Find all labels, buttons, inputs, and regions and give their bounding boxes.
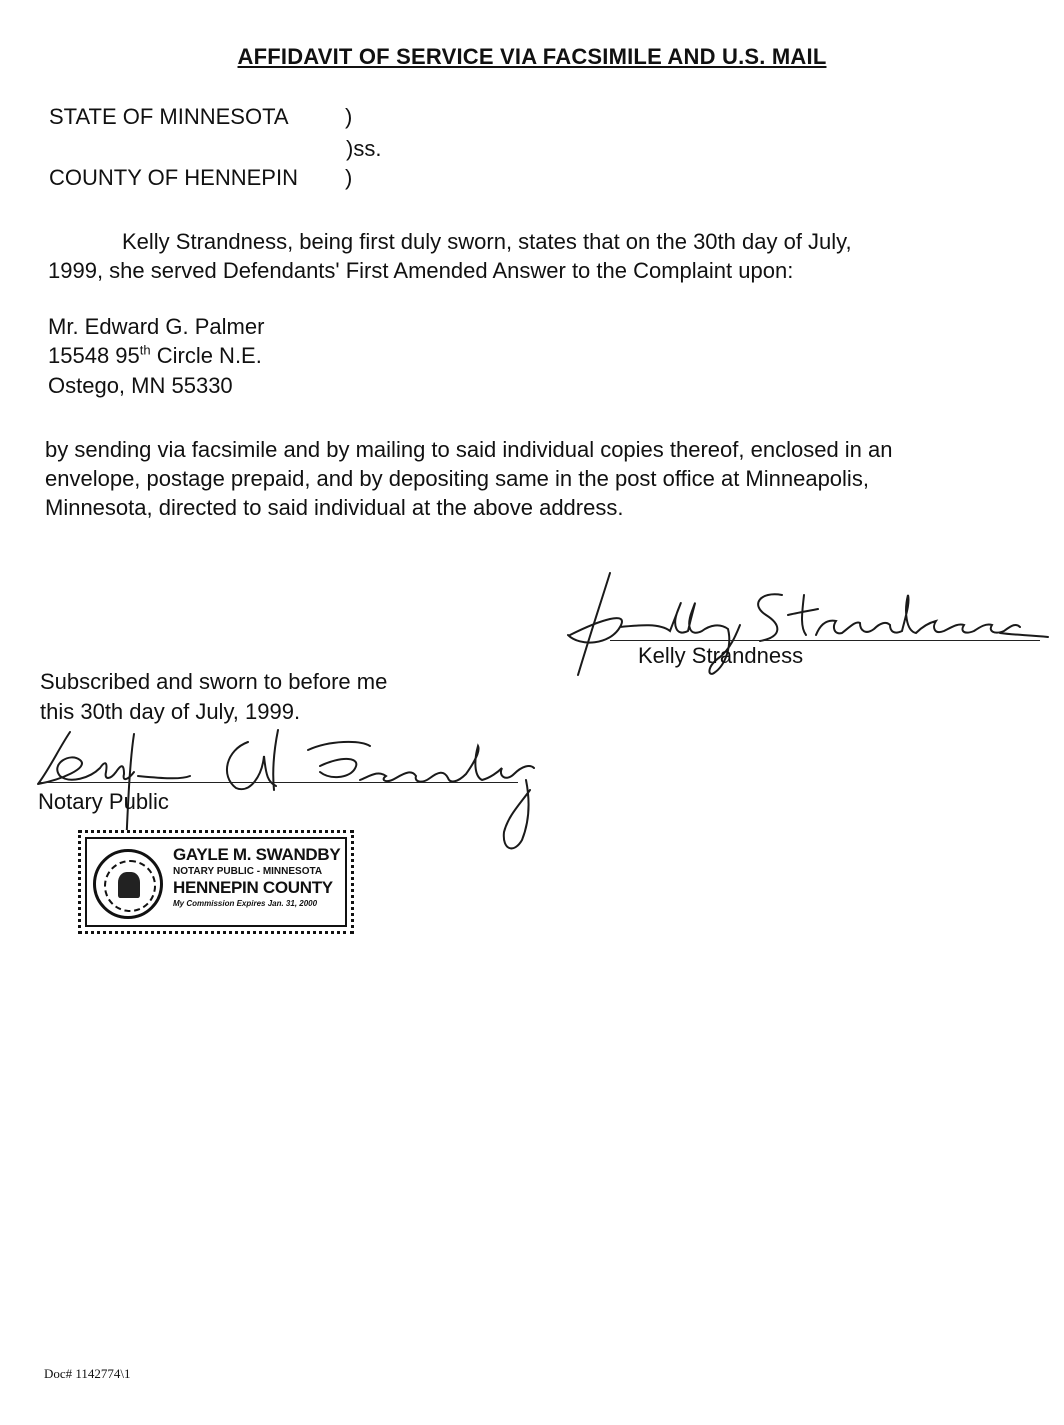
jurat-line-1: Subscribed and sworn to before me [40,669,388,694]
affiant-statement: Kelly Strandness, being first duly sworn, states that on the 30th day of July, 1999, she served Defendants' First Amended Answer to the Complaint upon: [48,229,852,283]
recipient-city: Ostego, MN 55330 [48,373,233,398]
document-id: Doc# 1142774\1 [44,1366,131,1381]
street-number: 15548 95 [48,343,140,368]
service-text: by sending via facsimile and by mailing to said individual copies thereof, enclosed in an envelope, postage prepaid, and by depositing same in the post office at Minneapolis, Minnesota, directed to said individual at the above address. [45,437,893,520]
notary-label: Notary Public [38,789,169,814]
stamp-county: HENNEPIN COUNTY [173,878,333,897]
jurat-line-2: this 30th day of July, 1999. [40,699,301,724]
state-seal-icon [93,849,163,919]
affiant-signature-line [610,640,1040,641]
stamp-notary-title: NOTARY PUBLIC - MINNESOTA [173,866,323,877]
notary-signature-line [38,782,518,783]
venue-paren-top: ) [345,104,353,129]
stamp-text [173,845,349,908]
stamp-notary-name: GAYLE M. SWANDBY [173,845,341,864]
affiant-signature [560,565,1050,685]
venue-ss: )ss. [346,136,382,161]
street-rest: Circle N.E. [150,343,262,368]
venue-paren-bottom: ) [345,165,353,190]
street-ordinal: th [139,342,151,358]
notary-stamp [78,830,354,934]
document-title: AFFIDAVIT OF SERVICE VIA FACSIMILE AND U.S. MAIL [237,44,827,69]
venue-county: COUNTY OF HENNEPIN [49,165,298,190]
venue-state: STATE OF MINNESOTA [49,104,289,129]
affiant-printed-name: Kelly Strandness [638,643,804,668]
recipient-name: Mr. Edward G. Palmer [48,314,265,339]
stamp-commission: My Commission Expires Jan. 31, 2000 [173,899,318,908]
recipient-street [48,342,262,368]
